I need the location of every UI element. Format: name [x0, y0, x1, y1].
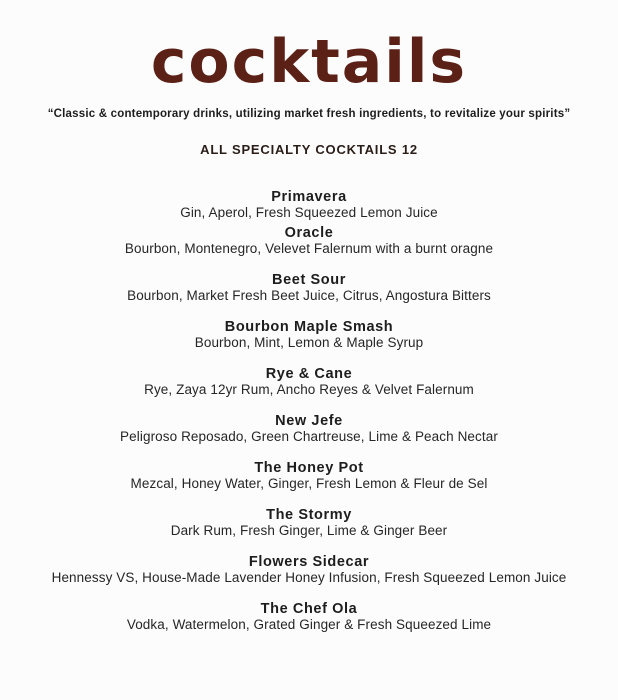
menu-entry	[0, 272, 618, 304]
entry-name: Flowers Sidecar	[248, 554, 370, 570]
menu-entry	[0, 319, 618, 351]
menu-tagline: “Classic & contemporary drinks, utilizing market fresh ingredients, to revitalize your spirits”	[47, 108, 571, 120]
menu-entry	[0, 189, 618, 221]
entry-name: The Honey Pot	[254, 460, 364, 476]
entry-ingredients: Vodka, Watermelon, Grated Ginger & Fresh Squeezed Lime	[126, 617, 492, 632]
entry-name: Primavera	[271, 189, 347, 205]
entry-ingredients: Bourbon, Market Fresh Beet Juice, Citrus, Angostura Bitters	[127, 288, 491, 303]
entry-ingredients: Bourbon, Mint, Lemon & Maple Syrup	[194, 335, 424, 350]
entry-ingredients: Mezcal, Honey Water, Ginger, Fresh Lemon & Fleur de Sel	[130, 476, 488, 491]
menu-entry	[0, 413, 618, 445]
menu-entry	[0, 507, 618, 539]
entry-name: New Jefe	[275, 413, 343, 429]
menu-entries	[0, 189, 618, 633]
entry-name: Bourbon Maple Smash	[224, 319, 394, 335]
entry-ingredients: Peligroso Reposado, Green Chartreuse, Lime & Peach Nectar	[120, 429, 498, 444]
menu-entry	[0, 225, 618, 257]
section-header: ALL SPECIALTY COCKTAILS 12	[200, 142, 418, 157]
menu-entry	[0, 460, 618, 492]
menu-entry	[0, 554, 618, 586]
entry-ingredients: Hennessy VS, House-Made Lavender Honey Infusion, Fresh Squeezed Lemon Juice	[51, 570, 567, 585]
entry-ingredients: Dark Rum, Fresh Ginger, Lime & Ginger Beer	[170, 523, 448, 538]
entry-name: Oracle	[284, 225, 334, 241]
menu-entry	[0, 601, 618, 633]
entry-name: The Stormy	[266, 507, 352, 523]
entry-ingredients: Gin, Aperol, Fresh Squeezed Lemon Juice	[180, 205, 438, 220]
entry-name: Rye & Cane	[265, 366, 353, 382]
menu-title: cocktails	[150, 27, 468, 97]
entry-ingredients: Bourbon, Montenegro, Velevet Falernum with a burnt oragne	[124, 241, 494, 256]
menu-entry	[0, 366, 618, 398]
entry-name: The Chef Ola	[260, 601, 358, 617]
entry-ingredients: Rye, Zaya 12yr Rum, Ancho Reyes & Velvet Falernum	[144, 382, 474, 397]
entry-name: Beet Sour	[272, 272, 346, 288]
